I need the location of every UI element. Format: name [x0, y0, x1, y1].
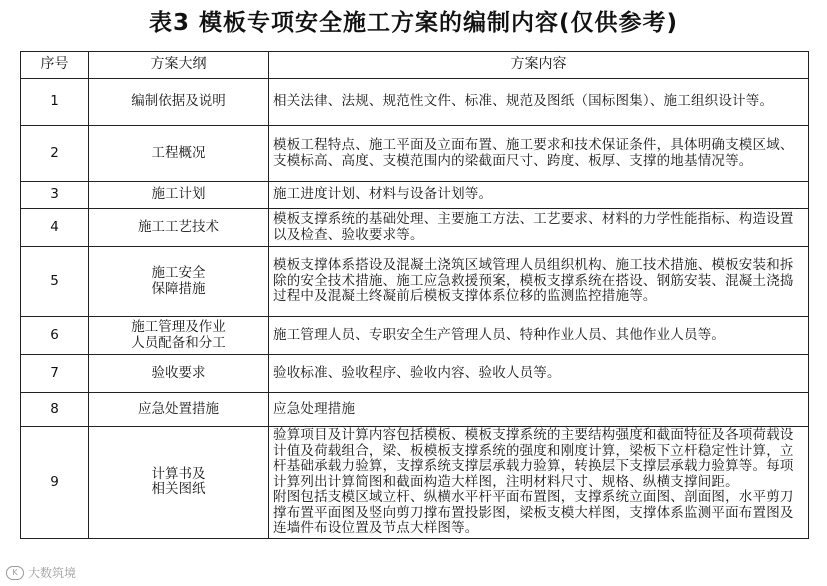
- table-title: 表3 模板专项安全施工方案的编制内容(仅供参考): [148, 10, 679, 36]
- row-outline: 施工安全 保障措施: [89, 247, 269, 317]
- table-row: [21, 126, 809, 182]
- row-number: 5: [21, 247, 89, 317]
- row-content: 施工管理人员、专职安全生产管理人员、特种作业人员、其他作业人员等。: [269, 317, 809, 355]
- row-number: 9: [21, 427, 89, 539]
- circle-logo-icon: K: [6, 566, 24, 580]
- table-row: [21, 182, 809, 209]
- row-number: 2: [21, 126, 89, 182]
- header-outline: 方案大纲: [89, 52, 269, 79]
- row-content: 相关法律、法规、规范性文件、标准、规范及图纸（国标图集）、施工组织设计等。: [269, 79, 809, 126]
- watermark-text: 大数筑境: [28, 566, 77, 580]
- row-outline: 编制依据及说明: [89, 79, 269, 126]
- table-row: [21, 209, 809, 247]
- table-row: [21, 427, 809, 539]
- header-content: 方案内容: [269, 52, 809, 79]
- header-no: 序号: [21, 52, 89, 79]
- row-number: 6: [21, 317, 89, 355]
- row-outline: 工程概况: [89, 126, 269, 182]
- table-header-row: [21, 52, 809, 79]
- row-outline: 施工管理及作业 人员配备和分工: [89, 317, 269, 355]
- table-row: [21, 355, 809, 393]
- row-number: 4: [21, 209, 89, 247]
- row-content: 验收标准、验收程序、验收内容、验收人员等。: [269, 355, 809, 393]
- table-row: [21, 79, 809, 126]
- row-content: 模板工程特点、施工平面及立面布置、施工要求和技术保证条件，具体明确支模区域、支模标高、高度、支模范围内的梁截面尺寸、跨度、板厚、支撑的地基情况等。: [269, 126, 809, 182]
- row-content: 模板支撑体系搭设及混凝土浇筑区域管理人员组织机构、施工技术措施、模板安装和拆除的安全技术措施、施工应急救援预案，模板支撑系统在搭设、钢筋安装、混凝土浇捣过程中及混凝土终凝前后模板支撑体系位移的监测监控措施等。: [269, 247, 809, 317]
- content-table: [20, 51, 809, 539]
- row-number: 1: [21, 79, 89, 126]
- table-row: [21, 317, 809, 355]
- row-outline: 施工计划: [89, 182, 269, 209]
- row-outline: 计算书及 相关图纸: [89, 427, 269, 539]
- row-outline: 应急处置措施: [89, 393, 269, 427]
- table-row: [21, 393, 809, 427]
- row-number: 8: [21, 393, 89, 427]
- row-outline: 验收要求: [89, 355, 269, 393]
- row-content: 模板支撑系统的基础处理、主要施工方法、工艺要求、材料的力学性能指标、构造设置以及检查、验收要求等。: [269, 209, 809, 247]
- row-outline: 施工工艺技术: [89, 209, 269, 247]
- row-content: 验算项目及计算内容包括模板、模板支撑系统的主要结构强度和截面特征及各项荷载设计值及荷载组合，梁、板模板支撑系统的强度和刚度计算，梁板下立杆稳定性计算，立杆基础承载力验算，支撑系统支撑层承载力验算，转换层下支撑层承载力验算等。每项计算列出计算简图和截面构造大样图，注明材料尺寸、规格、纵横支撑间距。 附图包括支模区域立杆、纵横水平杆平面布置图，支撑系统立面图、剖面图，水平剪刀撑布置平面图及竖向剪刀撑布置投影图，梁板支模大样图，支撑体系监测平面布置图及连墙件布设位置及节点大样图等。: [269, 427, 809, 539]
- watermark: [6, 564, 76, 581]
- row-content: 施工进度计划、材料与设备计划等。: [269, 182, 809, 209]
- row-number: 3: [21, 182, 89, 209]
- table-row: [21, 247, 809, 317]
- row-content: 应急处理措施: [269, 393, 809, 427]
- row-number: 7: [21, 355, 89, 393]
